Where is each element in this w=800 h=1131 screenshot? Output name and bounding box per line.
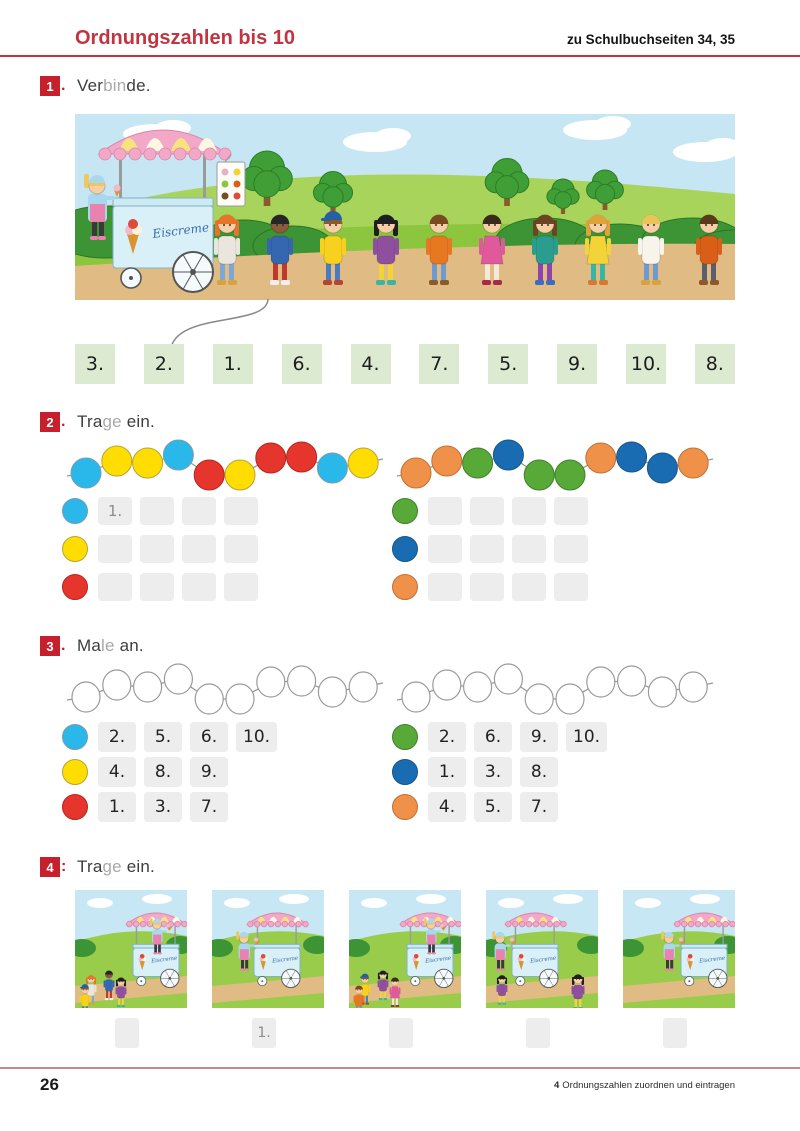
story-picture-4 bbox=[486, 890, 598, 1008]
count-grid-row bbox=[62, 573, 362, 601]
bead-color-dot bbox=[62, 574, 88, 600]
story-answer-box[interactable] bbox=[115, 1018, 139, 1048]
ordinal-tile: 7. bbox=[190, 792, 228, 822]
task4-instruction bbox=[77, 857, 155, 877]
answer-cell[interactable] bbox=[470, 573, 504, 601]
ordinal-tile: 3. bbox=[474, 757, 512, 787]
bead-chain-left bbox=[65, 438, 385, 492]
ordinal-tile: 10. bbox=[566, 722, 607, 752]
color-number-row bbox=[62, 792, 362, 822]
bead-color-dot bbox=[392, 536, 418, 562]
svg-text:Eiscreme: Eiscreme bbox=[529, 955, 557, 965]
syllable: Ver bbox=[77, 76, 104, 95]
syllable: Ma bbox=[77, 636, 102, 655]
bead-color-dot bbox=[62, 536, 88, 562]
ordinal-box[interactable]: 1. bbox=[213, 344, 253, 384]
ordinal-tile: 8. bbox=[144, 757, 182, 787]
count-grid-row bbox=[392, 573, 692, 601]
ordinal-tile: 8. bbox=[520, 757, 558, 787]
ordinal-box[interactable]: 3. bbox=[75, 344, 115, 384]
svg-text:Eiscreme: Eiscreme bbox=[271, 955, 299, 965]
bead-color-dot bbox=[62, 724, 88, 750]
answer-cell[interactable] bbox=[428, 573, 462, 601]
answer-cell[interactable]: 1. bbox=[98, 497, 132, 525]
task1-number-badge: 1 bbox=[40, 76, 60, 96]
answer-cell[interactable] bbox=[224, 535, 258, 563]
count-grid-left bbox=[62, 497, 362, 611]
task4-header bbox=[40, 857, 155, 877]
bead-color-dot bbox=[62, 759, 88, 785]
task3-badge-dot: . bbox=[61, 637, 66, 654]
footer-chapter-reference bbox=[554, 1080, 735, 1091]
answer-cell[interactable] bbox=[140, 497, 174, 525]
ordinal-tile: 10. bbox=[236, 722, 277, 752]
footer-chapter-number: 4 bbox=[553, 1080, 560, 1091]
ordinal-tile: 9. bbox=[520, 722, 558, 752]
story-answer-box[interactable]: 1. bbox=[252, 1018, 276, 1048]
story-answer-box[interactable] bbox=[663, 1018, 687, 1048]
ordinal-tile: 3. bbox=[144, 792, 182, 822]
svg-text:Eiscreme: Eiscreme bbox=[151, 220, 210, 241]
syllable-muted: ge bbox=[102, 412, 122, 431]
story-answer-box[interactable] bbox=[526, 1018, 550, 1048]
textbook-reference: zu Schulbuchseiten 34, 35 bbox=[566, 32, 735, 47]
answer-cell[interactable] bbox=[98, 535, 132, 563]
answer-cell[interactable] bbox=[140, 535, 174, 563]
ordinal-box[interactable]: 7. bbox=[419, 344, 459, 384]
answer-cell[interactable] bbox=[554, 573, 588, 601]
syllable: an. bbox=[114, 636, 144, 655]
ordinal-box[interactable]: 6. bbox=[282, 344, 322, 384]
syllable-muted: le bbox=[101, 636, 115, 655]
answer-cell[interactable] bbox=[428, 497, 462, 525]
header-divider bbox=[0, 55, 800, 57]
task3-instruction bbox=[77, 636, 144, 656]
syllable: ein. bbox=[121, 857, 155, 876]
color-number-row bbox=[62, 757, 362, 787]
color-number-row bbox=[62, 722, 362, 752]
bead-color-dot bbox=[392, 724, 418, 750]
count-grid-row bbox=[392, 535, 692, 563]
ordinal-tile: 4. bbox=[98, 757, 136, 787]
ordinal-tile: 1. bbox=[428, 757, 466, 787]
task2-instruction bbox=[77, 412, 155, 432]
syllable: ein. bbox=[121, 412, 155, 431]
ordinal-box[interactable]: 8. bbox=[695, 344, 735, 384]
ordinal-box[interactable]: 4. bbox=[351, 344, 391, 384]
ordinal-tile: 2. bbox=[428, 722, 466, 752]
ordinal-tile: 6. bbox=[190, 722, 228, 752]
ordinal-tile: 7. bbox=[520, 792, 558, 822]
story-picture-1 bbox=[75, 890, 187, 1008]
task1-badge-dot: . bbox=[61, 77, 66, 94]
ordinal-tile: 2. bbox=[98, 722, 136, 752]
story-answer-box[interactable] bbox=[389, 1018, 413, 1048]
count-grid-row bbox=[62, 535, 362, 563]
ordinal-box[interactable]: 10. bbox=[626, 344, 666, 384]
task4-number-badge: 4 bbox=[40, 857, 60, 877]
syllable-muted: bin bbox=[103, 76, 127, 95]
ordinal-box[interactable]: 5. bbox=[488, 344, 528, 384]
answer-cell[interactable] bbox=[224, 573, 258, 601]
bead-color-dot bbox=[392, 498, 418, 524]
bead-color-dot bbox=[392, 794, 418, 820]
answer-cell[interactable] bbox=[182, 573, 216, 601]
ordinal-tile: 6. bbox=[474, 722, 512, 752]
bead-chain-right bbox=[395, 438, 715, 492]
task2-badge-dot: . bbox=[61, 413, 66, 430]
syllable: Tra bbox=[77, 412, 103, 431]
task1-header bbox=[40, 76, 151, 96]
answer-cell[interactable] bbox=[428, 535, 462, 563]
ordinal-tile: 5. bbox=[144, 722, 182, 752]
task2-header bbox=[40, 412, 155, 432]
color-number-row bbox=[392, 722, 692, 752]
answer-cell[interactable] bbox=[470, 497, 504, 525]
count-grid-row bbox=[392, 497, 692, 525]
syllable: Tra bbox=[77, 857, 103, 876]
count-grid-row bbox=[62, 497, 362, 525]
answer-cell[interactable] bbox=[182, 535, 216, 563]
bead-color-dot bbox=[392, 574, 418, 600]
svg-text:Eiscreme: Eiscreme bbox=[698, 955, 726, 965]
answer-cell[interactable] bbox=[512, 573, 546, 601]
task1-instruction bbox=[77, 76, 151, 96]
ice-cream-cart-queue-illustration bbox=[75, 114, 735, 300]
svg-text:Eiscreme: Eiscreme bbox=[150, 955, 178, 965]
story-picture-5 bbox=[623, 890, 735, 1008]
answer-cell[interactable] bbox=[554, 497, 588, 525]
answer-cell[interactable] bbox=[512, 535, 546, 563]
task3-number-badge: 3 bbox=[40, 636, 60, 656]
task2-number-badge: 2 bbox=[40, 412, 60, 432]
answer-cell[interactable] bbox=[554, 535, 588, 563]
footer-divider bbox=[0, 1067, 800, 1069]
color-number-row bbox=[392, 757, 692, 787]
ordinal-box[interactable]: 9. bbox=[557, 344, 597, 384]
task3-header bbox=[40, 636, 144, 656]
empty-bead-chain-right[interactable] bbox=[395, 662, 715, 716]
ordinal-tile: 9. bbox=[190, 757, 228, 787]
color-number-list-right bbox=[392, 722, 692, 827]
answer-cell[interactable] bbox=[182, 497, 216, 525]
ordinal-tile: 1. bbox=[98, 792, 136, 822]
ordinal-box[interactable]: 2. bbox=[144, 344, 184, 384]
task4-badge-colon: : bbox=[61, 858, 67, 875]
color-number-row bbox=[392, 792, 692, 822]
syllable-muted: ge bbox=[102, 857, 122, 876]
answer-cell[interactable] bbox=[224, 497, 258, 525]
svg-text:Eiscreme: Eiscreme bbox=[424, 955, 452, 965]
page-number: 26 bbox=[40, 1075, 59, 1094]
story-picture-3 bbox=[349, 890, 461, 1008]
bead-color-dot bbox=[62, 498, 88, 524]
syllable: de. bbox=[126, 76, 151, 95]
story-picture-2 bbox=[212, 890, 324, 1008]
bead-color-dot bbox=[392, 759, 418, 785]
page-title: Ordnungszahlen bis 10 bbox=[75, 27, 296, 49]
answer-cell[interactable] bbox=[140, 573, 174, 601]
ordinal-number-row bbox=[75, 344, 735, 384]
empty-bead-chain-left[interactable] bbox=[65, 662, 385, 716]
footer-chapter-title: Ordnungszahlen zuordnen und eintragen bbox=[562, 1080, 735, 1091]
count-grid-right bbox=[392, 497, 692, 611]
answer-cell[interactable] bbox=[512, 497, 546, 525]
color-number-list-left bbox=[62, 722, 362, 827]
ordinal-tile: 4. bbox=[428, 792, 466, 822]
bead-color-dot bbox=[62, 794, 88, 820]
story-picture-row bbox=[75, 890, 735, 1008]
ordinal-tile: 5. bbox=[474, 792, 512, 822]
answer-cell[interactable] bbox=[470, 535, 504, 563]
answer-cell[interactable] bbox=[98, 573, 132, 601]
